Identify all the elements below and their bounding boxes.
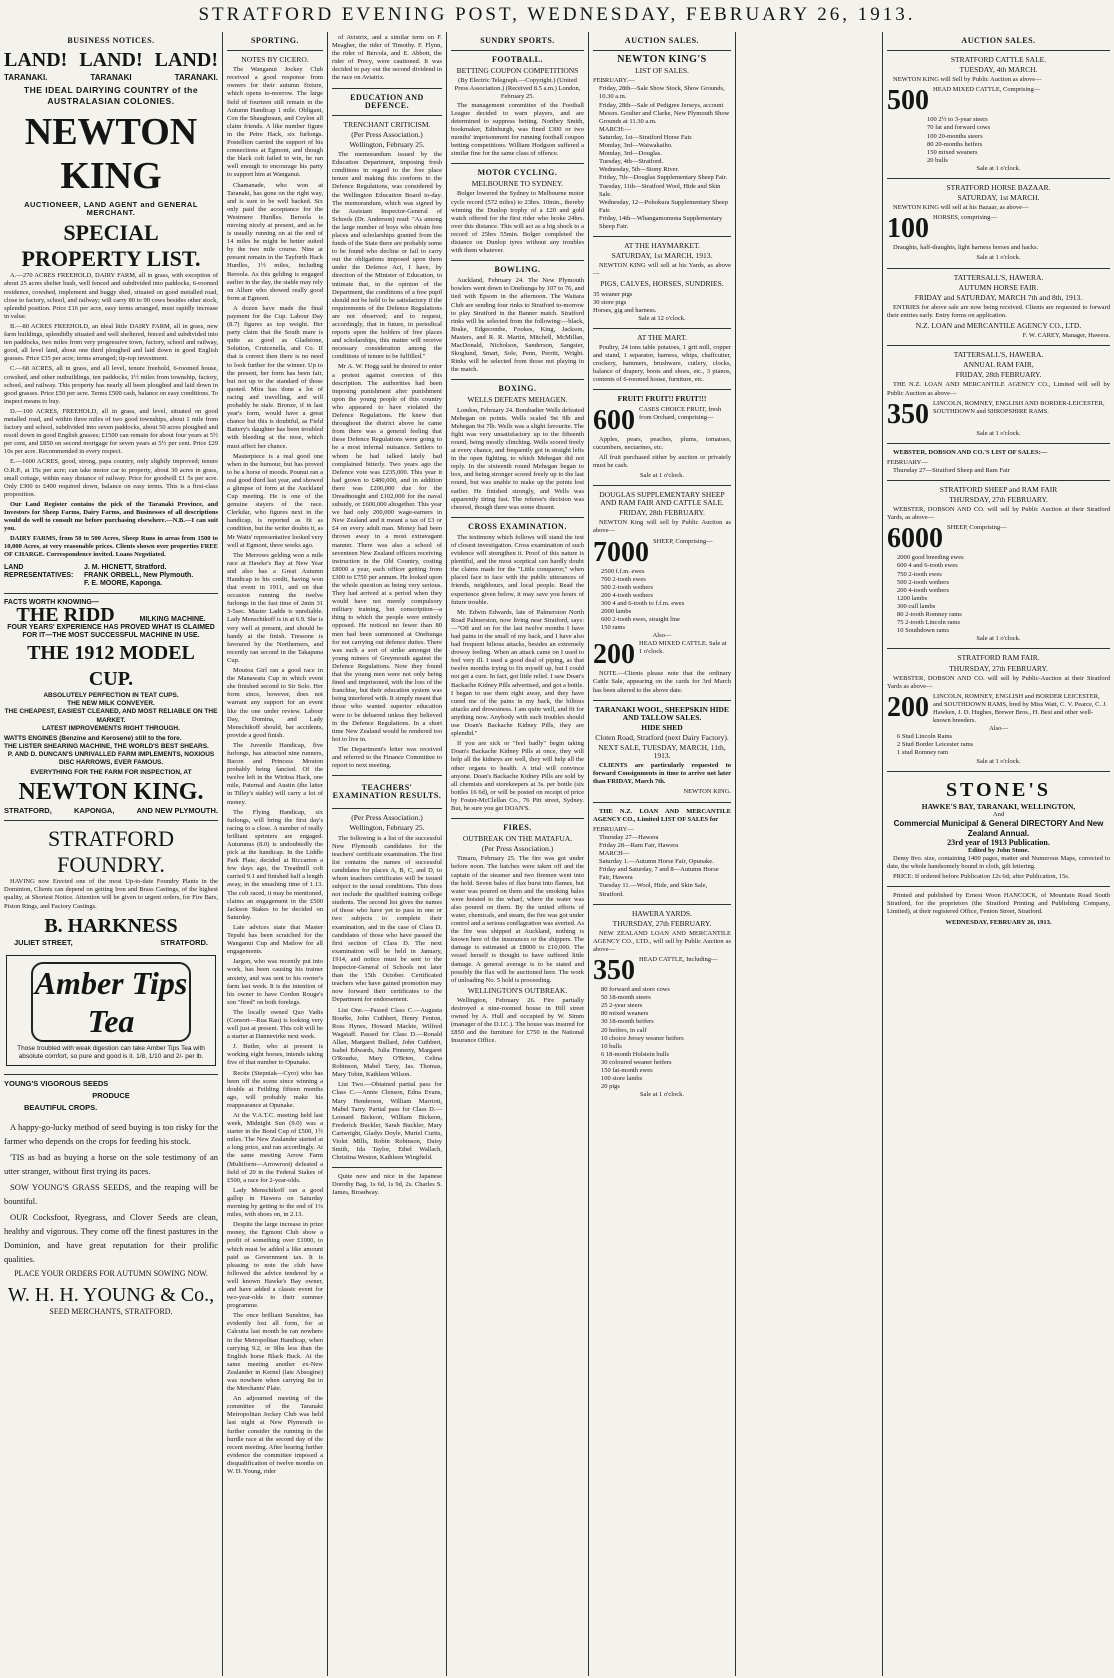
stones-title: STONE'S <box>945 778 1052 801</box>
dateline: Wellington, February 25. <box>349 139 425 149</box>
land-banner <box>4 48 218 72</box>
article-paragraph: Despite the large increase in prize money, the Egmont Club show a profit of something over £1000, to which must be added a like amount paid as Government tax. It is pleasing to note the club have followed the advice tendered by a well known Hawke's Bay owner, and have added a classic event for two-year-olds to their summer programme. <box>227 1221 323 1310</box>
article-paragraph: Wellington, February 26. Fire partially destroyed a nine-roomed house in Hill street owned by A. Hull and occupied by W. Simm (manager of the D.I.C.). The house was insured for £850 and the furniture for £750 in the National Insurance Office. <box>451 996 584 1045</box>
land-word: LAND! <box>79 49 143 72</box>
item: 100 store lambs <box>601 1075 643 1083</box>
sale-text: HORSES, comprising— <box>933 214 997 222</box>
item: 80 mixed weaners <box>601 1010 649 1018</box>
item: 750 2-tooth ewes <box>897 570 942 578</box>
sale-date: FRIDAY and SATURDAY, MARCH 7th and 8th, 1913. <box>914 292 1083 302</box>
sale-time: Sale at 1 o'clock. <box>976 757 1021 765</box>
sale-date: THURSDAY, 27th FEBRUARY. <box>949 663 1048 673</box>
directory-price: PRICE: If ordered before Publication 12s 6d; after Publication, 15s. <box>893 873 1070 881</box>
section-heading: TATTERSALL'S, HAWERA. <box>953 272 1044 282</box>
rep-name: F. E. MOORE, Kaponga. <box>84 579 163 587</box>
item: 50 18-month steers <box>601 994 651 1002</box>
press-credit: (Per Press Association.) <box>351 129 423 139</box>
land-register-notice: Our Land Register contains the pick of the Taranaki Province, and Investors for Sheep Farms, Dairy Farms, and Businesses of all descriptions would do well to consult me before purchasing elsewhere.—N.B.—I can suit you. <box>4 500 218 533</box>
branch-town: AND NEW PLYMOUTH. <box>136 806 218 816</box>
section-heading: STRATFORD HORSE BAZAAR. <box>946 183 1051 193</box>
item: 700 2-tooth ewes <box>601 575 646 583</box>
sale-date: NEXT SALE, TUESDAY, MARCH, 11th, 1913. <box>598 743 726 761</box>
sale-date: FRIDAY, 28th FEBRUARY. <box>619 508 705 518</box>
item: 200 4-tooth wethers <box>897 586 949 594</box>
signature: NEWTON KING. <box>683 788 731 796</box>
address: Cloten Road, Stratford (next Dairy Factory). <box>595 732 729 742</box>
milking-machine: MILKING MACHINE. <box>139 615 206 623</box>
sale-item: Wednesday, 12—Pohokura Supplementary Sheep Fair. <box>599 198 729 214</box>
special-property-title: SPECIAL PROPERTY LIST. <box>21 220 201 272</box>
sale-text: CASES CHOICE FRUIT, fresh from Orchard, comprising— <box>639 405 722 421</box>
sale-item: Thursday 27—Hawera <box>599 833 659 841</box>
item: 1 stud Romney ram <box>897 749 949 757</box>
auction-sales-column <box>589 34 735 1674</box>
sale-note: CLIENTS are particularly requested to forward Consignments in time to arrive not later than FRIDAY, March 7th. <box>593 762 731 786</box>
item: 100 20-months steers <box>927 132 983 140</box>
article-paragraph: Masterpiece is a real good one when in the humour, but has proved to be a horse of moods. Pounui ran a real good third last year, and showed a glimpse of form at the Auckland Cup meeting. He is one of the genuine stayers of the race. Clerkdar, who figures next in the handicap, is reported as fit as condition, but the writer doubts it, as Mr Watts' representative looked very well at Egmont, three weeks ago. <box>227 452 323 549</box>
quantity: 200 <box>593 640 635 671</box>
agency-name: N.Z. LOAN and MERCANTILE AGENCY CO., LTD. <box>915 320 1082 330</box>
article-paragraph: Late advices state that Master Tepuhi has been scratched for the Wanganui Cup and Matlow for all engagements. <box>227 923 323 956</box>
year-line: 23rd year of 1913 Publication. <box>947 837 1050 847</box>
fruit-banner: FRUIT! FRUIT!! FRUIT!!! <box>617 394 707 404</box>
article-paragraph: J. Butler, who at present is working eight horses, intends taking five of that number to Opunake. <box>227 1043 323 1067</box>
column-heading: BUSINESS NOTICES. <box>67 36 155 45</box>
whyoung-title: W. H. H. YOUNG & Co., <box>7 1284 215 1307</box>
sale-text: WEBSTER, DOBSON AND CO. will sell by Public Auction at their Stratford Yards, as above— <box>887 506 1110 522</box>
branch-town: KAPONGA, <box>73 806 115 816</box>
dateline: Wellington, February 25. <box>349 823 425 833</box>
sale-date: SATURDAY, 1st MARCH. <box>957 193 1040 203</box>
column-heading: AUCTION SALES. <box>624 36 700 45</box>
item: 150 fat-month ewes <box>601 1067 653 1074</box>
article-paragraph: Chamanade, who won at Taranaki, has gone on the right way, and is sure to be well backed. Six only paid the acceptance for the Westmere Hurdles. Beroola is moving nicely at present, and as he is usually running on at the end of 14 miles he might be better suited by the two mile course. Nine at present remain in the Tayforth Hack Hurdles, 1½ miles, including Beroola. As this gelding is engaged earlier in the day, the stable may rely on Allure who showed really good form at Egmont. <box>227 181 323 302</box>
sale-heading: PIGS, CALVES, HORSES, SUNDRIES. <box>600 279 724 289</box>
sale-time: Sale at 1 o'clock. <box>976 254 1021 262</box>
item: 35 weaner pigs <box>593 290 633 298</box>
amber-tips-ad <box>6 955 216 1066</box>
sale-item: Saturday, 1st—Stratford Horse Fair. <box>599 133 693 141</box>
item: 70 fat and forward cows <box>927 124 991 132</box>
sale-time: Sale at 12 o'clock. <box>638 314 686 322</box>
item: 200 4-tooth wethers <box>601 591 653 599</box>
quantity: 200 <box>887 692 929 723</box>
webster-list-title: WEBSTER, DOBSON AND CO.'S LIST OF SALES:— <box>893 448 1048 456</box>
feature-line: ABSOLUTELY PERFECTION IN TEAT CUPS. <box>43 692 179 700</box>
article-paragraph: The Juvenile Handicap, five furlongs, has attracted nine runners, Bacon and Princess Mouton probably being fancied. Of the twelve left in the Wiritoa Hack, one mile, Paternal and Austin (the latter in Tilley's stable) will carry a lot of money. <box>227 741 323 806</box>
sale-date: THURSDAY, 27th FEBRUARY. <box>612 918 712 928</box>
item: 20 heifers, in calf <box>601 1026 647 1034</box>
section-heading: DOUGLAS SUPPLEMENTARY SHEEP AND RAM FAIR AND CATTLE SALE. <box>599 490 725 508</box>
sale-text: LINCOLN, ROMNEY, ENGLISH AND BORDER-LEICESTER, SOUTHDOWN and SHROPSHIRE RAMS. <box>933 399 1105 415</box>
month-label: FEBRUARY— <box>887 458 928 466</box>
imprint-date: WEDNESDAY, FEBRUARY 26, 1913. <box>945 918 1052 926</box>
sale-text: NEW ZEALAND LOAN AND MERCANTILE AGENCY CO., LTD., will sell by Public Auction as above— <box>593 929 731 953</box>
auction-sales-column-2 <box>883 34 1114 1674</box>
article-paragraph: Recite (Stepniak—Cyro) who has been off the scene since winning a double at Feilding fifteen months ago, will probably make his reappearance at Opunake. <box>227 1069 323 1109</box>
model-cup-title: THE 1912 MODEL CUP. <box>27 642 195 691</box>
sale-text: SHEEP, Comprising— <box>653 537 713 545</box>
loan-list-title: THE N.Z. LOAN AND MERCANTILE AGENCY CO., Limited LIST OF SALES for <box>593 807 731 823</box>
item: 80 2-tooth Romney rams <box>897 611 962 619</box>
section-subheading: MELBOURNE TO SYDNEY. <box>471 179 564 189</box>
sale-time: Sale at 1 o'clock. <box>976 429 1021 437</box>
item: 2000 good breeding ewes <box>897 554 964 562</box>
sale-date: SATURDAY, 1st MARCH, 1913. <box>611 251 713 261</box>
place-orders: PLACE YOUR ORDERS FOR AUTUMN SOWING NOW. <box>14 1269 208 1279</box>
seed-paragraph: 'TIS as bad as buying a horse on the sole testimony of an utter stranger, without first trying its paces. <box>4 1152 218 1177</box>
masthead: STRATFORD EVENING POST, WEDNESDAY, FEBRUARY 26, 1913. <box>198 4 916 25</box>
sale-item: Tuesday 11.—Wool, Hide, and Skin Sale, Stratford. <box>599 882 708 898</box>
facts-heading: FACTS WORTH KNOWING— <box>4 598 99 606</box>
section-heading: FOOTBALL. <box>492 55 543 65</box>
quantity: 600 <box>593 405 635 436</box>
land-word: LAND! <box>154 49 218 72</box>
sale-note: NOTE.—Clients please note that the ordinary Cattle Sale, appearing on the cards for 3rd March has been altered to the above date. <box>593 670 731 694</box>
sporting-column <box>223 34 327 1674</box>
sale-date: FRIDAY, 28th FEBRUARY. <box>955 370 1042 380</box>
list-of-sales: LIST OF SALES. <box>635 66 689 76</box>
section-heading: FIRES. <box>503 823 532 833</box>
sale-text: All fruit purchased either by auction or privately must be cash. <box>593 453 731 469</box>
land-word: LAND! <box>4 49 68 72</box>
section-heading: STRATFORD RAM FAIR. <box>957 653 1040 663</box>
sale-time: Sale at 1 o'clock. <box>976 635 1021 643</box>
item: 150 mixed weaners <box>927 148 978 156</box>
amber-tips-text: Those troubled with weak digestion can take Amber Tips Tea with absolute comfort, so pure and good is it. 1/8, 1/10 and 2/- per lb. <box>17 1044 205 1060</box>
item: 2 Stud Border Leicester rams <box>897 741 974 749</box>
beautiful-crops: BEAUTIFUL CROPS. <box>24 1103 98 1113</box>
sale-text: SHEEP, Comprising— <box>947 524 1007 532</box>
sale-text: Poultry, 24 tons table potatoes, 1 grit mill, copper and stand, 1 separator, harness, whips, chaffcutter, crockery, hammers, brushware, cutlery, clocks, balance of drapery, boots and shoes, etc., 3 pianos, contents of 6-roomed house, furniture, etc. <box>593 344 731 384</box>
listing: E.—1600 ACRES, good, strong, papa country, only slightly improved; tenure O.R.P., at 15s per acre; can take motor car to property, about 30 acres in grass, small cottage, within easy distance of railway. Price for goodwill £1 5s per acre. Only £300 to £400 required down, balance on easy terms. This is a first-class proposition. <box>4 458 218 498</box>
reps-label: LAND REPRESENTATIVES: <box>4 563 74 579</box>
quantity: 350 <box>887 399 929 430</box>
item: 6 18-month Holstein bulls <box>601 1050 670 1058</box>
dairy-farms-notice: DAIRY FARMS, from 50 to 500 Acres, Sheep Runs in areas from 1500 to 10,000 Acres, at very reasonable prices. Clients shown over properties FREE OF CHARGE. Correspondence invited. Loans Negotiated. <box>4 535 218 559</box>
item: 1200 lambs <box>897 594 928 602</box>
sale-text: NEWTON King will sell by Public Auction as above— <box>593 519 731 535</box>
listing: C.—68 ACRES, all in grass, and all level, tenure freehold, 6-roomed house, cowshed, and other outbuildings, ten paddocks, 1½ miles from township, factory, school, and railway. This property has nearly all been ploughed and laid down in good grasses. Price £50 per acre. Terms £500 cash, balance on easy conditions. To inspect means to buy. <box>4 365 218 405</box>
seed-merchants: SEED MERCHANTS, STRATFORD. <box>49 1307 173 1317</box>
item: 100 2½ to 3-year steers <box>927 116 988 124</box>
item: 10 Southdown rams <box>897 627 949 635</box>
article-paragraph: The memorandum issued by the Education Department, imposing fresh conditions in regard to the free place tenure and making this conform to the Defence Regulations, was considered by the Wellington Education Board to-day. The memorandum, which was signed by the Assistant Inspector-General of Schools (Dr. Anderson) read: "As among the large number of boys who obtain free places and scholarships granted from the funds of the State there are probably some to be found who decline or fail to carry out the obligations imposed upon them under the Defence Act, I have, by direction of the Minister of Education, to intimate that, in the opinion of the Department, the conditions of a free pupil should not be held to be satisfactory if the requirements of the Defence Regulations are not observed; and to request, accordingly, that in future, in periodical reports upon the holders of free places and scholarships, this matter will receive necessary consideration among the conditions of tenure to be fulfilled." <box>332 151 442 361</box>
press-credit: (Per Press Association.) <box>351 813 423 823</box>
item: 600 2-tooth ewes, straight line <box>601 616 680 624</box>
item: 10 bulls <box>601 1042 622 1050</box>
article-paragraph: Bolger lowered the Sydney to Melbourne motor cycle record (572 miles) to 23hrs. 10min., thereby winning the Dunlop trophy of a £20 and gold watch offered for the first rider who broke 24hrs. over this distance. This will act as a big shock to a record of 25hrs 55min. Bolger completed the distance on Dunlop tyres without any troubles with them whatever. <box>451 190 584 255</box>
sale-date: TUESDAY, 4th MARCH. <box>959 65 1038 75</box>
land-representatives <box>4 564 218 588</box>
youngs-seeds: YOUNG'S VIGOROUS SEEDS <box>4 1078 109 1088</box>
sale-item: Monday, 3rd—Waiwakaiho. <box>599 142 673 150</box>
feature-line: EVERYTHING FOR THE FARM FOR INSPECTION, AT <box>30 769 192 777</box>
section-subheading: WELLINGTON'S OUTBREAK. <box>467 985 568 995</box>
press-credit: (By Electric Telegraph.—Copyright.) (United Press Association.) (Received 8.5 a.m.) London, February 25. <box>454 77 581 101</box>
sale-text: LINCOLN, ROMNEY, ENGLISH and BORDER LEICESTER, and SOUTHDOWN RAMS, bred by Miss Watt, C. V. Pearce, C. J. Hawken, J. D. Hughes, Brewer Bros., H. Best and other well-known breeders. <box>933 692 1107 725</box>
sale-time: Sale at 1 o'clock. <box>639 471 685 479</box>
seed-paragraph: SOW YOUNG'S GRASS SEEDS, and the reaping will be bountiful. <box>4 1182 218 1207</box>
section-subheading: ANNUAL RAM FAIR, <box>963 360 1034 370</box>
item: 500 2-tooth wethers <box>897 578 949 586</box>
article-paragraph: The following is a list of the successful New Plymouth candidates for the teachers' certificate examination. The first list contains the names of successful candidates for places A, B, C, and D, to whom teachers certificates will be issued subject to the usual conditions. This does not include the qualified training college students. The second list gives the names of those who have yet to pass in one or two subjects to complete their examination, and in the case of Class D. candidates of those who have passed the first section of Class D. The next examination will be held in January, 1914, and notice must be sent to the Inspector-General of Schools not later than the 15th October. Certificated teachers who have gained promotion may now forward their certificates to the Department for endorsement. <box>332 834 442 1004</box>
item: 300 4 and 6-tooth to f.f.m. ewes <box>601 599 685 607</box>
sale-text: HEAD CATTLE, Including— <box>639 956 718 964</box>
item: 600 4 and 6-tooth ewes <box>897 562 958 570</box>
quantity: 6000 <box>887 524 943 555</box>
section-heading: AT THE MART. <box>637 332 687 342</box>
column-heading: AUCTION SALES. <box>961 36 1036 45</box>
education-column <box>328 34 446 1674</box>
produce: PRODUCE <box>92 1091 130 1100</box>
section-heading: EDUCATION AND DEFENCE. <box>350 92 424 110</box>
sale-item: Friday, 28th—Sale of Pedigree Jerseys, account Messrs. Goulter and Clarke, New Plymouth Show Grounds at 11.30 a.m. <box>599 101 730 125</box>
sale-item: Saturday 1.—Autumn Horse Fair, Opunake. <box>599 858 714 866</box>
column-heading: SUNDRY SPORTS. <box>480 36 555 45</box>
newton-king-title: NEWTON KING <box>24 111 198 198</box>
and: And <box>992 810 1005 818</box>
article-paragraph: The Wanganui Jockey Club received a good response from owners for their autumn fixture, which opens to-morrow. The large field of fourteen still remain in the Autumn Handicap 1 mile. Obligant, Con the Shaughraun, and Ceylon all claim friends. A like number figure in the Petre Hack, six furlongs. Postellion carried the support of his connections at Egmont, and though the black colt failed to win, he ran well enough to encourage his party to support him at Wanganui. <box>227 66 323 179</box>
item: 80 forward and store cows <box>601 986 670 994</box>
sale-text: Apples, pears, peaches, plums, tomatoes, cucumbers, nectarines, etc. <box>593 435 731 451</box>
sale-text: NEWTON KING will Sell by Public Auction as above— <box>893 76 1042 84</box>
sale-item: Monday, 3rd—Douglas. <box>599 150 662 158</box>
section-subheading: TRENCHANT CRITICISM. <box>343 119 431 129</box>
editor: Edited by John Stone. <box>967 846 1030 854</box>
seed-paragraph: OUR Cocksfoot, Ryegrass, and Clover Seeds are clean, healthy and vigorous. They come off the finest pastures in the Dominion, and have great reputation for their prolific qualities. <box>4 1212 218 1265</box>
item: 300 cull lambs <box>897 602 936 610</box>
feature-line: WATTS ENGINES (Benzine and Kerosene) still to the fore. <box>4 734 182 742</box>
item: 30 18-month heifers <box>601 1018 654 1026</box>
section-heading: TATTERSALL'S, HAWERA. <box>953 350 1044 360</box>
address-street: JULIET STREET, <box>14 937 73 947</box>
article-paragraph: At the V.A.T.C. meeting held last week, Midnight Sun (9.0) was a starter in the Bond Cup of £500, 1½ miles. The New Zealander started at a long price, and ran accordingly. At the same meeting Arrow Farm (Multiform—Arrowroot) defeated a field of 20 in the Federal Stakes of £500, a race for 2-year-olds. <box>227 1112 323 1184</box>
amber-tips-logo: Amber Tips Tea <box>31 962 191 1042</box>
item: 2000 lambs <box>601 607 632 615</box>
quantity: 350 <box>593 956 635 987</box>
address-town: STRATFORD. <box>160 937 208 947</box>
section-heading: STRATFORD CATTLE SALE. <box>950 55 1047 65</box>
sale-item: MARCH:— <box>599 125 632 133</box>
sale-item: Friday, 14th—Whangamomona Supplementary Sheep Fair. <box>599 214 723 230</box>
section-heading: AT THE HAYMARKET. <box>624 241 700 251</box>
rep-name: FRANK ORBELL, New Plymouth. <box>84 571 194 579</box>
section-heading: CROSS EXAMINATION. <box>468 521 567 531</box>
article-paragraph: Auckland, February 24. The New Plymouth bowlers went down to Onehunga by 107 to 76, and tied with Epsom in the afternoon. The Waitara Club are sending four rinks to Stratford to-morrow to play Stratford in the Banner match. Stratford rinks will be selected from the following:—black, Brake, Edgecombe, Fookes, King, Jackson, Masters, and R. R. Martin, Mitchell, McMillan, MacDonald, Nicholson, Sanderson, Sangster, Skoglund, Smart, Sole, Penn, Perritt, Wright. Rinks will be selected from those not playing in the match. <box>451 277 584 374</box>
item: Horses, gig and harness. <box>593 306 657 314</box>
four-years-line: FOUR YEARS' EXPERIENCE HAS PROVED WHAT IS CLAIMED FOR IT—THE MOST SUCCESSFUL MACHINE IN USE. <box>7 624 215 640</box>
article-paragraph: Lady Menschikoff ran a good gallop in Hawera on Saturday morning by getting to the end of 1¼ miles, with shoes on, in 2.13. <box>227 1186 323 1219</box>
sale-text: NEWTON KING will sell at his Yards, as above— <box>593 262 731 278</box>
listing: B.—80 ACRES FREEHOLD, an ideal little DAIRY FARM, all in grass, new farm buildings, splendidly situated and well sheltered, fenced and subdivided into ten paddocks, two miles from very progressive town, factory, school and railway, good, all level land, about one third ploughed and laid down in good English grasses. Price £35 per acre; terms arranged; tip-top investment. <box>4 322 218 363</box>
item: 10 choice Jersey weaner heifers <box>601 1034 684 1042</box>
rep-name: J. M. HICNETT, Stratford. <box>84 563 167 571</box>
item: 30 store pigs <box>593 298 627 306</box>
article-paragraph: Moutoa Girl ran a good race in the Manawatu Cup in which event she finished second to Sir Solo. Her form since, however, does not warrant any support for an event like the one under review. Labour Day, Domina, and Lady Menschikoff should, bar accidents, provide a good finish. <box>227 667 323 739</box>
quantity: 100 <box>887 214 929 245</box>
article-paragraph: The testimony which follows will stand the test of closest investigation. Cross examination of such evidence will strengthen it. Proof of this nature is plentiful, and the most sceptical can hardly doubt the claims made for the "Little conqueror," when placed face to face with the public utterances of friends, neighbours, and local people. Read the experience given below, it may save you hours of future trouble. <box>451 533 584 606</box>
sale-item: Friday 28—Ram Fair, Hawera <box>599 841 679 849</box>
also: Also— <box>989 725 1008 733</box>
auctioneer-line: AUCTIONEER, LAND AGENT and GENERAL MERCHANT. <box>24 200 198 218</box>
imprint: Printed and published by Ernest Woon HANCOCK, of Mountain Road South Stratford, for the proprietors (the Stratford Printing and Publishing Company, Limited), at their registered Office, Fenton Street, Stratford. <box>887 892 1110 916</box>
item: 25 2-year steers <box>601 1002 643 1010</box>
sundry-sports-column <box>447 34 588 1674</box>
section-heading: HAWERA YARDS. <box>632 908 692 918</box>
article-paragraph: The locally owned Quo Vadis (Consort—Rua Rau) is looking very well just at present. This colt will be a starter at Dannevirke next week. <box>227 1008 323 1041</box>
ideal-dairying: THE IDEAL DAIRYING COUNTRY of the AUSTRALASIAN COLONIES. <box>23 85 199 107</box>
item: 150 rams <box>601 624 626 632</box>
article-paragraph: The Flying Handicap, six furlongs, will bring the first day's racing to a close. A number of really brilliant sprinters are engaged. Autumnus (8.0) is undoubtedly the pick at the handicap. In the Liddle Park Plate, decided at Riccarton a few days ago, the Treadmill colt carried 9.1 and finished half a length away, in the smashing time of 1.13. The colt raced, it may be mentioned, claims an engagement in the £500 Jackson Stakes to be decided on Saturday. <box>227 808 323 921</box>
section-subheading: OUTBREAK ON THE MATAFUA. <box>462 834 573 844</box>
sale-item: Wednesday, 5th—Stony River. <box>599 166 679 174</box>
listing: A.—270 ACRES FREEHOLD, DAIRY FARM, all in grass, with exception of about 25 acres shelter bush, well fenced and subdivided into paddocks, 6-roomed residence, cowshed, implement and buggy shed, situated on good metalled road, close to factory, school, and railway; will carry 80 to 90 cows besides other stock, splendid position. Price £16 per acre, easy terms arranged, must rapidly increase in value. <box>4 272 218 320</box>
signature: F. W. CAREY, Manager, Hawera. <box>1022 332 1110 340</box>
feature-line: LATEST IMPROVEMENTS RIGHT THROUGH. <box>42 724 180 732</box>
section-heading: MOTOR CYCLING. <box>477 168 558 178</box>
nk-list-title: NEWTON KING'S <box>617 54 707 66</box>
item: 20 bulls <box>927 156 948 164</box>
item: 500 2-tooth wethers <box>601 583 653 591</box>
item: 80 20-months heifers <box>927 140 983 148</box>
ridd-title: THE RIDD <box>16 603 115 626</box>
also: Also— <box>652 632 672 640</box>
sale-item: Friday, 28th—Sale Show Stock, Show Grounds, 10.30 a.m. <box>599 85 725 101</box>
harkness-title: B. HARKNESS <box>44 914 178 937</box>
feature-line: THE CHEAPEST, EASIEST CLEANED, AND MOST RELIABLE ON THE MARKET. <box>4 708 218 724</box>
section-subheading: AUTUMN HORSE FAIR. <box>958 282 1039 292</box>
sale-date: THURSDAY, 27th FEBRUARY. <box>949 495 1048 505</box>
sales-list <box>593 85 731 231</box>
quantity: 500 <box>887 86 929 117</box>
sale-text: HEAD MIXED CATTLE. Sale at 1 o'clock. <box>639 640 727 656</box>
taranaki-word: TARANAKI <box>90 73 132 83</box>
article-paragraph: Timaru, February 25. The fire was got under before noon. The hatches were taken off and the captain of the steamer and two firemen went into the hold. Seven bales of flax burst into flames, but water was poured on them and the smoking bales were hoisted to the wharf, where the water was also poured on them. By the united efforts of water, chemicals, and steam, the fire was got under control and a serious conflagration was averted. As the fire was shipped at Auckland, nothing is known here of the insurances or the shippers. The damage is estimated at £8000 to £10,000. The vessel herself is thought to have suffered little damage. A general average is to be stated and possibly the flax will be auctioned here. The work of unloading No. 5 hold is proceeding. <box>451 855 584 984</box>
item: 20 pigs <box>601 1083 620 1091</box>
month-label: FEBRUARY— <box>593 825 634 833</box>
business-notices-column <box>0 34 222 1674</box>
stones-places: HAWKE'S BAY, TARANAKI, WELLINGTON, <box>921 801 1076 811</box>
month-label: FEBRUARY.— <box>593 77 635 85</box>
item: 6 Stud Lincoln Rams <box>897 733 953 741</box>
taranaki-word: TARANAKI. <box>174 73 218 83</box>
column-rule <box>735 32 736 1676</box>
article-paragraph: List One.—Passed Class C.—Augusta Bourke, John Cuthbert, Henry Fenton, Ross Hynes, Howard Mackie, Wilfred Wagstaff. Passed for Class D.—Ronald Allan, Margaret Bullard, John Cuthbert, Isabel Edwards, Julia Finnerty, Margaret O'Rourke, Mary O'Brien, Celina Robinson, Mabel Tarry, Jas. Thomas, Mary Tobin, Kathleen Wilson. <box>332 1006 442 1079</box>
sale-text: THE N.Z. LOAN AND MERCANTILE AGENCY CO., Limited will sell by Public Auction as above— <box>887 381 1110 397</box>
sale-text: WEBSTER, DOBSON AND CO. will sell by Public-Auction at their Stratford Yards as above— <box>887 674 1110 690</box>
item: 2500 f.f.m. ewes <box>601 567 645 575</box>
hide-shed: HIDE SHED <box>641 722 683 732</box>
section-heading: STRATFORD SHEEP and RAM FAIR <box>939 485 1058 494</box>
feature-line: P. AND D. DUNCAN'S UNRIVALLED FARM IMPLEMENTS, NOXIOUS DISC HARROWS, EVER FAMOUS. <box>7 750 215 766</box>
section-heading: BOXING. <box>498 384 537 394</box>
article-paragraph: An adjourned meeting of the committee of the Taranaki Metropolitan Jockey Club was held last night at New Plymouth to further consider the running in the hurdle race at the second day of the recent meeting. After hearing further evidence the committee imposed a disqualification of twelve months on W. D. Young, rider <box>227 1395 323 1476</box>
taranaki-word: TARANAKI. <box>4 73 48 83</box>
article-paragraph: The Department's letter was received and referred to the Finance Committee to report to next meeting. <box>332 745 442 770</box>
article-paragraph: The once brilliant Sunshine, has evidently lost all form, for at Calcutta last month he ran nowhere in the Metropolitan Handicap, when carrying 9.2, or 9lbs less than the English horse Black Buck. At the same meeting another ex-New Zealander in Kernel (late Absogine) was nowhere when carrying 8st in the Merchants' Plate. <box>227 1312 323 1393</box>
sale-text: NEWTON KING will sell at his Bazaar, as above— <box>893 204 1029 212</box>
column-subheading: NOTES BY CICERO. <box>241 55 309 65</box>
branch-town: STRATFORD, <box>4 806 52 816</box>
quantity: 7000 <box>593 537 649 568</box>
sale-text: HEAD MIXED CATTLE, Comprising— <box>933 86 1041 94</box>
section-heading: TARANAKI WOOL, SHEEPSKIN HIDE AND TALLOW SALES. <box>595 704 729 722</box>
sale-item: Friday, 7th—Douglas Supplementary Sheep Fair. <box>599 174 728 182</box>
article-paragraph: The management committee of the Football League decided to warn players, and are determined to suppress betting. Northey Smith, bookmaker, Edinburgh, was fined £300 or two months' imprisonment for running football coupon betting competitions. William Hodgson suffered a similar fine for the same class of offence. <box>451 101 584 158</box>
article-paragraph: Mr. Edwin Edwards, late of Palmerston North Road Palmerston, now living near Stratford, says:—"Off and on for the last twelve months I have had pains in the small of my back, and I have also had frequent bilious attacks, besides an extremely drowsy feeling. When an attack came on I used to feel very ill. I used a good deal of piping, as that twelve months trying to fix myself up, but I could not get a cure. In fact, got little relief. I saw Doan's Backache Kidney Pills advertised, and got a bottle. I began to use them right away, and they have cured me of the pains in my back, the bilious attacks and drowsiness. I am quite well, and fit for anything now. Anybody with such troubles should use Doan's Backache Kidney Pills, they are splendid." <box>451 608 584 738</box>
foundry-title: STRATFORD FOUNDRY. <box>48 826 174 878</box>
article-paragraph: of Avistrix, and a similar term on F. Meagher, the rider of Timothy. F. Flynn, the rider of Bercola, and E. Abbott, the rider of Precy, were cautioned. It was decided to pay out the second dividend in the race on Aviatrix. <box>332 34 442 82</box>
section-heading: TEACHERS' EXAMINATION RESULTS. <box>332 783 442 801</box>
sale-time: Sale at 1 o'clock. <box>976 164 1021 172</box>
dorothy-bag-ad: Quite new and nice in the Japanese Dorothy Bag, 1s 6d, 1s 9d, 2s. Charles S. James, Broadway. <box>332 1173 442 1197</box>
listing: D.—100 ACRES, FREEHOLD, all in grass, and level, situated on good metalled road, and within three miles of two good townships, about 1 mile from factory and school, subdivided into seven paddocks, about 50 acres ploughed and resoil down in good English grasses; £1500 can remain for about four years at 5½ per cent, and £850 on second mortgage for seven years at 5½ per cent. Price £29 10s per acre. Recommended in every respect. <box>4 407 218 456</box>
sale-item: Friday and Saturday, 7 and 8—Autumn Horse Fair, Hawera <box>599 866 719 882</box>
sale-time: Sale at 1 o'clock. <box>639 1091 685 1099</box>
item: 75 2-tooth Lincoln rams <box>897 619 961 627</box>
press-credit: (Per Press Association.) <box>481 844 554 854</box>
taranaki-banner <box>4 74 218 82</box>
directory-text: Demy 8vo. size, containing 1400 pages, matter and Numerous Maps, corrected to date, the whole handsomely bound in cloth, gilt lettering. <box>887 855 1110 871</box>
sale-text: ENTRIES for above sale are now being received. Clients are requested to forward their entries early. Entry forms on application. <box>887 303 1110 319</box>
article-paragraph: A dozen have made the final payment for the Cup. Labour Day (8.7) figures as top weight. Her party claim that the South mare is quite as good as Gladstone, Solution, Cruicenella, and Co. If that is correct then there is no need to look further for the winner. Up to the present, her form has been fair, but not up to the standard of those quoted. Mira has done a lot of racing and travelling, and will probably be stale. Bronze, if in last year's form, would have a great chance but this is doubtful, as Field Battery's daughter has been troubled with bleeding at the nose, which must affect her chance. <box>227 304 323 450</box>
article-paragraph: Mr A. W. Hogg said he desired to enter a protest against coercion of this description. The authorities had been imposing punishment after punishment upon the young people of this country who appeared to have violated the Defence Regulations. He knew that throughout the district above he came from there was a general feeling that these Defence Regulations were going to be a most infernal nuisance. Settlers to whom he had talked lately had complained bitterly. Two years ago the Defence vote was £235,000. This year it had grown to £480,000, and in addition there was £200,000 due for the Dreadnought and £102,000 for the naval subsidy, or £600,000 altogether. This year we had only 200,000 wage-earners in New Zealand and it meant a tax of £3 or £4 on every adult man. Money had been thrown away in a most extravagant manner. There was also a school of seventeen New Zealand officers receiving instruction in the Old Country, costing £8000 a year, each officer getting from £300 to £750 per annum. He looked upon the whole question as being very serious. They had arrived at a period when they would have not merely compulsory military training, but conscription—a thing to which the people were entirely opposed. He noticed no fewer than 80 men had been summoned at Onehunga for not carrying out defence duties. There was such a sort of strike amongst the young miners of Greymouth against the Defence Regulations. Now they found that the young men were not only being fined and imprisoned, with the loss of the franchise, but their education system was being interfered with. It simply meant that those who wanted superior education were to be debarred unless they believed in the Defence Regulations. In a short time New Zealand would be rendered too hot to live in. <box>332 363 442 743</box>
article-paragraph: If you are sick or "feel badly" begin taking Doan's Backache Kidney Pills at once, they will help all the kidneys are well, they will help all the other organs to health. A trial will convince anyone. Doan's Backache Kidney Pills are sold by all chemists and storekeepers at 3s. per bottle (six bottles 16 6d), or will be posted on receipt of price by Foster-McClellan Co., 76 Pitt street, Sydney. But, be sure you get DOAN'S. <box>451 740 584 812</box>
article-paragraph: List Two.—Obtained partial pass for Class C.—Annie Clenson, Edna Evans, Mary Henderson, William Marriott, Mabel Tarry. Partial pass for Class D.—Leonard Bickeon, William Bickeon, Frederick Buckler, Sarah Buckler, Mary Cartwright, Gladys Doyle, Muriel Curtis, Violet Mills, Robin Robinson, Daisy Smith, Ida Taylor, Ethel Wallach, Christina Weston, Kathleen Wingfield. <box>332 1081 442 1162</box>
article-paragraph: Jargon, who was recently put into work, has been causing his trainer anxiety, and was sent to his owner's farm last week. It is the intention of his owner to have Cordon Rouge's son "fired" on both forelegs. <box>227 958 323 1006</box>
feature-line: THE NEW MILK CONVEYER. <box>67 700 155 708</box>
sale-item: Tuesday, 4th—Stratford. <box>599 158 664 166</box>
sale-item: Tuesday, 11th—Stratford Wool, Hide and Skin Sale. <box>599 182 721 198</box>
seed-paragraph: A happy-go-lucky method of seed buying is too risky for the farmer who depends on the crops for feeding his stock. <box>4 1122 218 1147</box>
sale-item: MARCH— <box>599 850 630 858</box>
feature-line: THE LISTER SHEARING MACHINE, THE WORLD'S BEST SHEARS. <box>4 742 209 750</box>
section-subheading: BETTING COUPON COMPETITIONS <box>456 66 579 76</box>
column-heading: SPORTING. <box>250 36 299 45</box>
article-paragraph: The Merrows gelding won a mile race at Hawke's Bay at New Year and also has a Great Autumn Handicap to his credit, having won that event in 1911, and on that occasion running the twelve furlongs in the fast time of 2min 31 3-5sec. Master Ladde is unreliable. Lady Menschikoff is in at 6.9. She is very well at present, and should be handy at the finish. Tressone is favoured by the Northerners, and recently ran second in the Takapuna Cup. <box>227 551 323 664</box>
section-heading: BOWLING. <box>494 265 541 275</box>
foundry-text: HAVING now Erected one of the most Up-to-date Foundry Plants in the Dominion, Clients can depend on getting Iron and Brass Castings, of the highest quality, at Shortest Notice. Attention will be given to urgent orders, for Fire Bars, Piston Rings, and Factory Castings. <box>4 878 218 910</box>
newton-king-title-2: NEWTON KING. <box>18 779 204 806</box>
item: 30 coloured weaner heifers <box>601 1058 672 1066</box>
section-subheading: WELLS DEFEATS MEHAGEN. <box>467 395 568 405</box>
sale-text: Draughts, half-draughts, light harness horses and hacks. <box>893 244 1039 252</box>
sale-item: Thursday 27—Stratford Sheep and Ram Fair <box>893 466 1010 474</box>
article-paragraph: London, February 24. Bombadier Wells defeated Mehegan on points. Wells scaled 9st 9lb and Mehegan 9st 7lb. Wells was a slight favourite. The fight was very unsatisfactory up to the fifteenth round, being mostly clinching. Wells scored freely at every chance, and frequently got in straight lefts in the open fighting, to which Mehegan did not reply. In the sixteenth round Mehegan began to box, and being stronger scored freely up to the last round, but was unable to make up the points lost earlier. He finished strongly, and Wells was apparently tiring fast. The referee's decision was cheered, though there was some dissent. <box>451 406 584 511</box>
directory-title: Commercial Municipal & General DIRECTORY And New Zealand Annual. <box>893 818 1104 838</box>
branches <box>4 807 218 815</box>
